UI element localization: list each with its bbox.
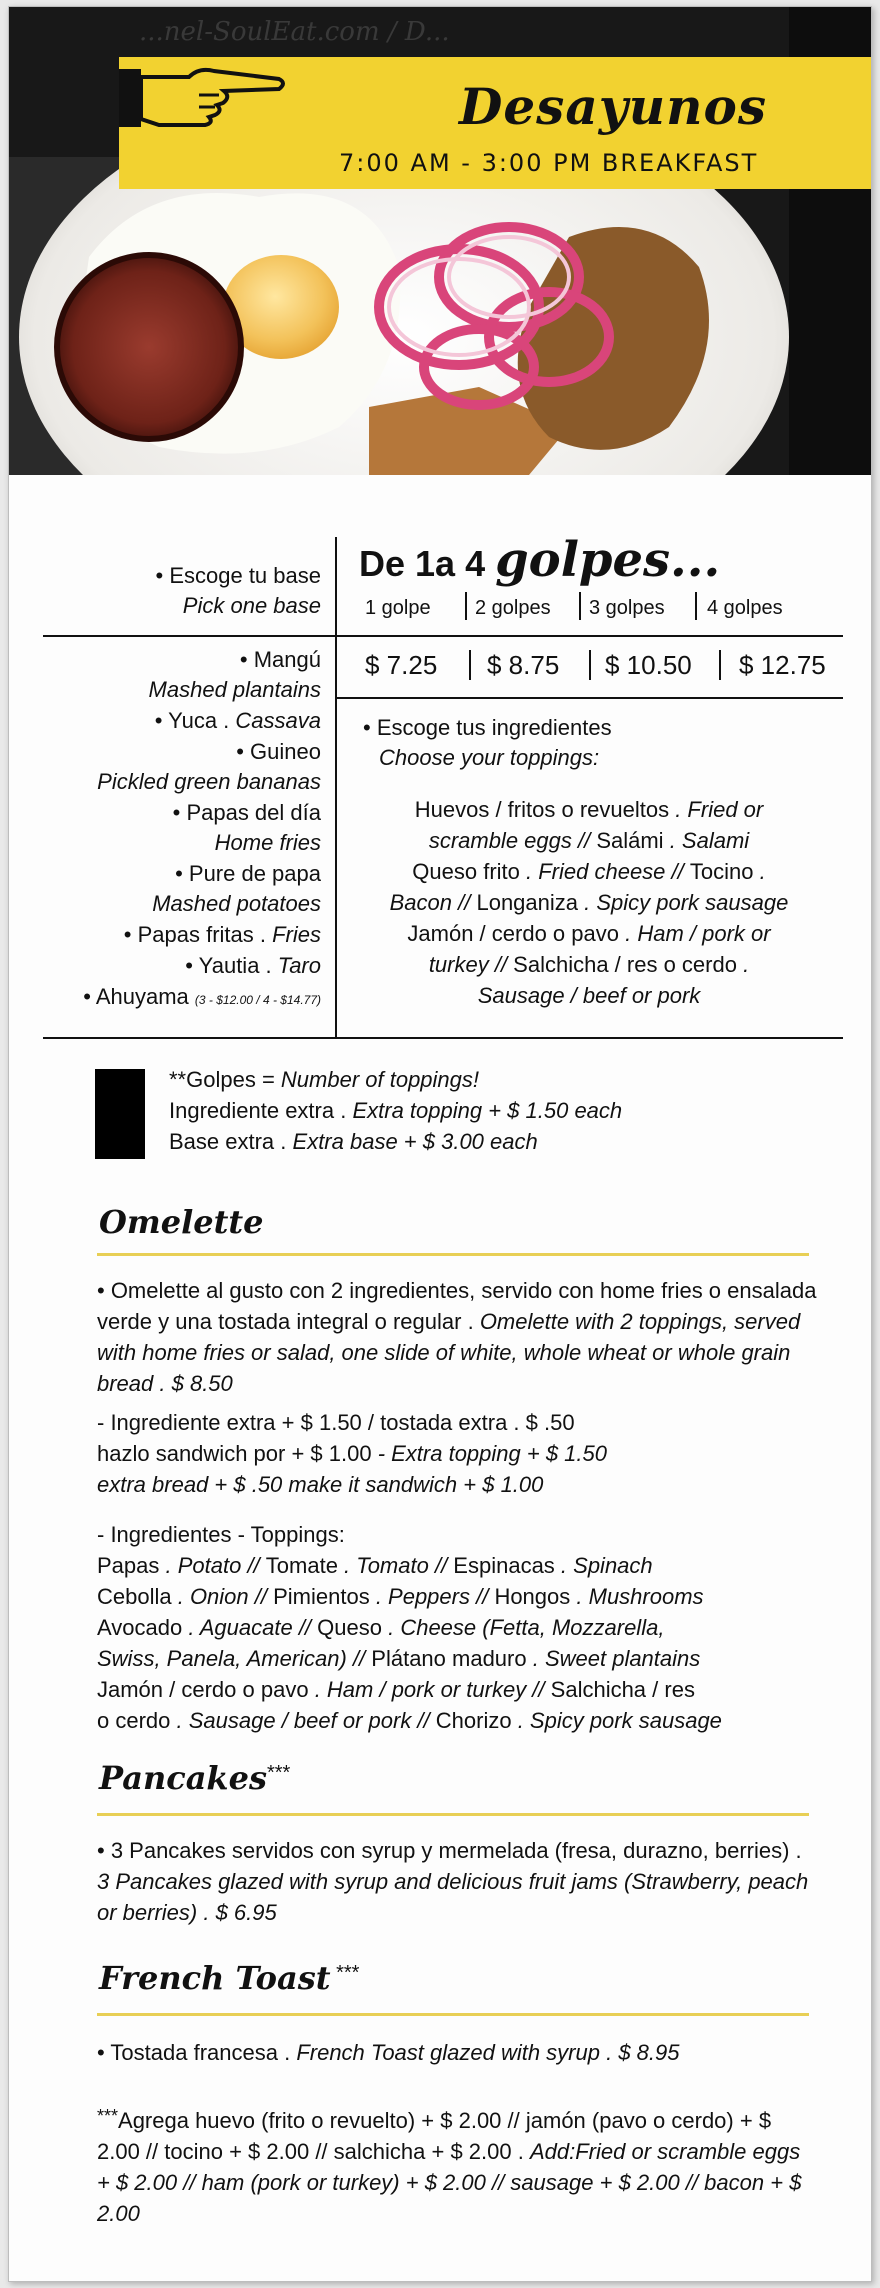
note-extra-topping-label: Ingrediente extra .: [169, 1098, 353, 1123]
omelette-topping-line: [97, 1705, 817, 1736]
omelette-topping-es: o cerdo: [97, 1708, 171, 1733]
col-divider: [695, 592, 697, 620]
table-rule: [335, 697, 843, 699]
omelette-topping-en: . Onion //: [171, 1584, 274, 1609]
omelette-topping-es: Avocado: [97, 1615, 183, 1640]
golpes-title-prefix: De 1a 4: [359, 543, 486, 584]
topping-en: . Salami: [663, 828, 750, 853]
omelette-topping-en: . Ham / pork or turkey //: [308, 1677, 551, 1702]
base-yuca-es: • Yuca: [154, 708, 218, 733]
topping-en: turkey //: [428, 952, 514, 977]
base-yuca-en: Cassava: [235, 708, 321, 733]
topping-es: Longaniza: [476, 890, 579, 915]
omelette-description: [97, 1275, 817, 1399]
french-toast-title: [99, 1959, 359, 1997]
omelette-topping-en: . Cheese (Fetta, Mozzarella,: [381, 1615, 665, 1640]
addons-stars: ***: [97, 2106, 119, 2126]
table-rule: [43, 635, 843, 637]
base-guineo-en: Pickled green bananas: [97, 769, 321, 794]
omelette-topping-en: . Sausage / beef or pork //: [170, 1708, 436, 1733]
topping-es: Salámi: [596, 828, 664, 853]
topping-line: [339, 890, 839, 916]
omelette-toppings-lines: [97, 1550, 817, 1736]
omelette-topping-line: [97, 1643, 817, 1674]
topping-es: Queso frito: [412, 859, 520, 884]
addons-en: Add:Fried or scramble eggs + $ 2.00 // ham (pork or turkey) + $ 2.00 // sausage + $ 2.00 // bacon + $ 2.00: [97, 2139, 802, 2226]
omelette-extras: [97, 1407, 817, 1500]
omelette-topping-es: Jamón / cerdo o pavo: [97, 1677, 309, 1702]
omelette-topping-en: . Peppers //: [369, 1584, 495, 1609]
omelette-topping-es: Queso: [317, 1615, 382, 1640]
addons-es: Agrega huevo (frito o revuelto) + $ 2.00 // jamón (pavo o cerdo) + $ 2.00 // tocino + $ 2.00 // salchicha + $ 2.00 .: [97, 2108, 772, 2164]
omelette-topping-es: Salchicha / res: [550, 1677, 695, 1702]
omelette-topping-es: Papas: [97, 1553, 160, 1578]
topping-es: Salchicha / res o cerdo: [513, 952, 737, 977]
omelette-desc-es: • Omelette al gusto con 2 ingredientes, servido con home fries o ensalada verde y una tostada integral o regular .: [97, 1278, 817, 1334]
base-prompt-en: Pick one base: [182, 593, 321, 618]
omelette-topping-en: Swiss, Panela, American) //: [97, 1646, 372, 1671]
pancakes-desc-en: 3 Pancakes glazed with syrup and delicious fruit jams (Strawberry, peach or berries) . $ 6.95: [97, 1869, 809, 1925]
topping-line: [339, 859, 839, 885]
table-rule: [43, 1037, 843, 1039]
col-divider: [469, 650, 471, 680]
base-yautia-es: • Yautia: [185, 953, 260, 978]
menu-title: Desayunos: [459, 77, 767, 136]
col-divider: [465, 592, 467, 620]
base-mangu: • Mangú: [239, 647, 321, 672]
base-guineo: • Guineo: [236, 739, 321, 764]
menu-hours: 7:00 AM - 3:00 PM BREAKFAST: [339, 149, 759, 177]
base-yuca: • Yuca . Cassava: [154, 708, 321, 733]
price-1: $ 7.25: [365, 650, 438, 680]
base-papas-fritas-es: • Papas fritas: [123, 922, 254, 947]
base-papas-fritas-en: Fries: [272, 922, 321, 947]
french-toast-desc-es: • Tostada francesa .: [97, 2040, 297, 2065]
french-toast-title-text: French Toast: [99, 1959, 331, 1997]
price-3: $ 10.50: [605, 650, 692, 680]
note-extra-base: [169, 1129, 538, 1155]
pancakes-title-text: Pancakes: [99, 1759, 267, 1797]
price-2: $ 8.75: [487, 650, 560, 680]
topping-en: . Spicy pork sausage: [578, 890, 789, 915]
note-extra-base-label: Base extra .: [169, 1129, 293, 1154]
topping-line: Sausage / beef or pork: [477, 983, 701, 1008]
note-golpes-label: **Golpes =: [169, 1067, 281, 1092]
section-rule: [97, 1813, 809, 1816]
omelette-topping-en: . Spinach: [554, 1553, 653, 1578]
note-extra-base-value: Extra base + $ 3.00 each: [292, 1129, 538, 1154]
omelette-topping-es: Plátano maduro: [371, 1646, 527, 1671]
col-divider: [719, 650, 721, 680]
topping-en: . Ham / pork or: [618, 921, 771, 946]
price-4: $ 12.75: [739, 650, 826, 680]
omelette-topping-es: Espinacas: [453, 1553, 555, 1578]
breakfast-photo: [9, 7, 872, 475]
omelette-topping-es: Hongos: [494, 1584, 571, 1609]
omelette-topping-en: . Tomato //: [337, 1553, 454, 1578]
toppings-prompt-en: Choose your toppings:: [379, 745, 600, 770]
topping-line: [339, 921, 839, 947]
omelette-toppings: [97, 1519, 817, 1736]
golpes-title-word: golpes...: [495, 532, 721, 588]
topping-en: .: [736, 952, 750, 977]
base-papas-dia: • Papas del día: [172, 800, 321, 825]
toppings-prompt: • Escoge tus ingredientes: [363, 715, 612, 740]
base-ahuyama-es: • Ahuyama: [83, 984, 189, 1009]
base-ahuyama: [83, 984, 321, 1010]
topping-es: Tocino: [689, 859, 754, 884]
omelette-topping-en: . Potato //: [159, 1553, 266, 1578]
note-golpes-value: Number of toppings!: [280, 1067, 480, 1092]
topping-line: [339, 952, 839, 978]
omelette-topping-line: [97, 1550, 817, 1581]
omelette-topping-en: . Spicy pork sausage: [511, 1708, 722, 1733]
golpes-col-1: 1 golpe: [365, 597, 431, 619]
omelette-extra-line: - Ingrediente extra + $ 1.50 / tostada extra . $ .50: [97, 1410, 575, 1435]
base-ahuyama-price: (3 - $12.00 / 4 - $14.77): [194, 993, 321, 1007]
golpes-col-3: 3 golpes: [589, 597, 665, 619]
french-toast-stars: ***: [330, 1962, 360, 1984]
section-rule: [97, 1253, 809, 1256]
table-vertical-rule: [335, 537, 337, 1037]
omelette-topping-es: Cebolla: [97, 1584, 172, 1609]
topping-es: Huevos / fritos o revueltos: [414, 797, 670, 822]
omelette-extra-line: [97, 1438, 817, 1469]
omelette-extra-en: - Extra topping + $ 1.50: [371, 1441, 608, 1466]
topping-es: Jamón / cerdo o pavo: [407, 921, 619, 946]
omelette-toppings-heading: - Ingredientes - Toppings:: [97, 1522, 345, 1547]
golpes-col-2: 2 golpes: [475, 597, 551, 619]
omelette-title: Omelette: [99, 1203, 264, 1241]
topping-line: [339, 828, 839, 854]
base-prompt: • Escoge tu base: [155, 563, 321, 588]
omelette-topping-en: . Sweet plantains: [526, 1646, 701, 1671]
omelette-topping-line: [97, 1581, 817, 1612]
note-extra-topping: [169, 1098, 622, 1124]
topping-en: .: [753, 859, 766, 884]
omelette-extra-sandwich: hazlo sandwich por + $ 1.00: [97, 1441, 372, 1466]
base-papas-dia-en: Home fries: [214, 830, 321, 855]
col-divider: [589, 650, 591, 680]
title-banner: [119, 57, 872, 189]
pancakes-desc-es: • 3 Pancakes servidos con syrup y mermelada (fresa, durazno, berries) .: [97, 1838, 802, 1863]
topping-en: Bacon //: [389, 890, 477, 915]
pointing-hand-icon: [119, 57, 289, 137]
section-rule: [97, 2013, 809, 2016]
omelette-topping-es: Tomate: [265, 1553, 338, 1578]
base-yautia: • Yautia . Taro: [185, 953, 321, 978]
url-fragment: ...nel-SoulEat.com / D...: [139, 17, 450, 47]
note-extra-topping-value: Extra topping + $ 1.50 each: [352, 1098, 623, 1123]
topping-en: . Fried or: [669, 797, 764, 822]
base-pure-en: Mashed potatoes: [152, 891, 321, 916]
omelette-extra-en-line: extra bread + $ .50 make it sandwich + $ 1.00: [97, 1472, 544, 1497]
pancakes-description: [97, 1835, 817, 1928]
french-toast-description: [97, 2037, 817, 2068]
col-divider: [579, 592, 581, 620]
black-box-icon: [95, 1069, 145, 1159]
base-papas-fritas: • Papas fritas . Fries: [123, 922, 321, 947]
menu-page: [8, 6, 872, 2282]
omelette-topping-en: . Aguacate //: [182, 1615, 318, 1640]
base-pure: • Pure de papa: [175, 861, 321, 886]
base-yautia-en: Taro: [277, 953, 321, 978]
topping-en: . Fried cheese //: [519, 859, 690, 884]
topping-line: [339, 797, 839, 823]
omelette-topping-es: Chorizo: [435, 1708, 512, 1733]
omelette-desc-en: Omelette with 2 toppings, served with home fries or salad, one slide of white, whole wheat or whole grain bread . $ 8.50: [97, 1309, 801, 1396]
french-toast-addons: [97, 2101, 817, 2229]
omelette-topping-line: [97, 1612, 817, 1643]
omelette-topping-en: . Mushrooms: [570, 1584, 704, 1609]
french-toast-desc-en: French Toast glazed with syrup . $ 8.95: [296, 2040, 680, 2065]
pancakes-title: [99, 1759, 290, 1797]
base-mangu-en: Mashed plantains: [148, 677, 321, 702]
golpes-col-4: 4 golpes: [707, 597, 783, 619]
topping-en: scramble eggs //: [428, 828, 597, 853]
pancakes-stars: ***: [266, 1762, 291, 1784]
note-golpes: [169, 1067, 479, 1093]
omelette-topping-line: [97, 1674, 817, 1705]
golpes-title: [359, 532, 720, 588]
omelette-topping-es: Pimientos: [273, 1584, 370, 1609]
